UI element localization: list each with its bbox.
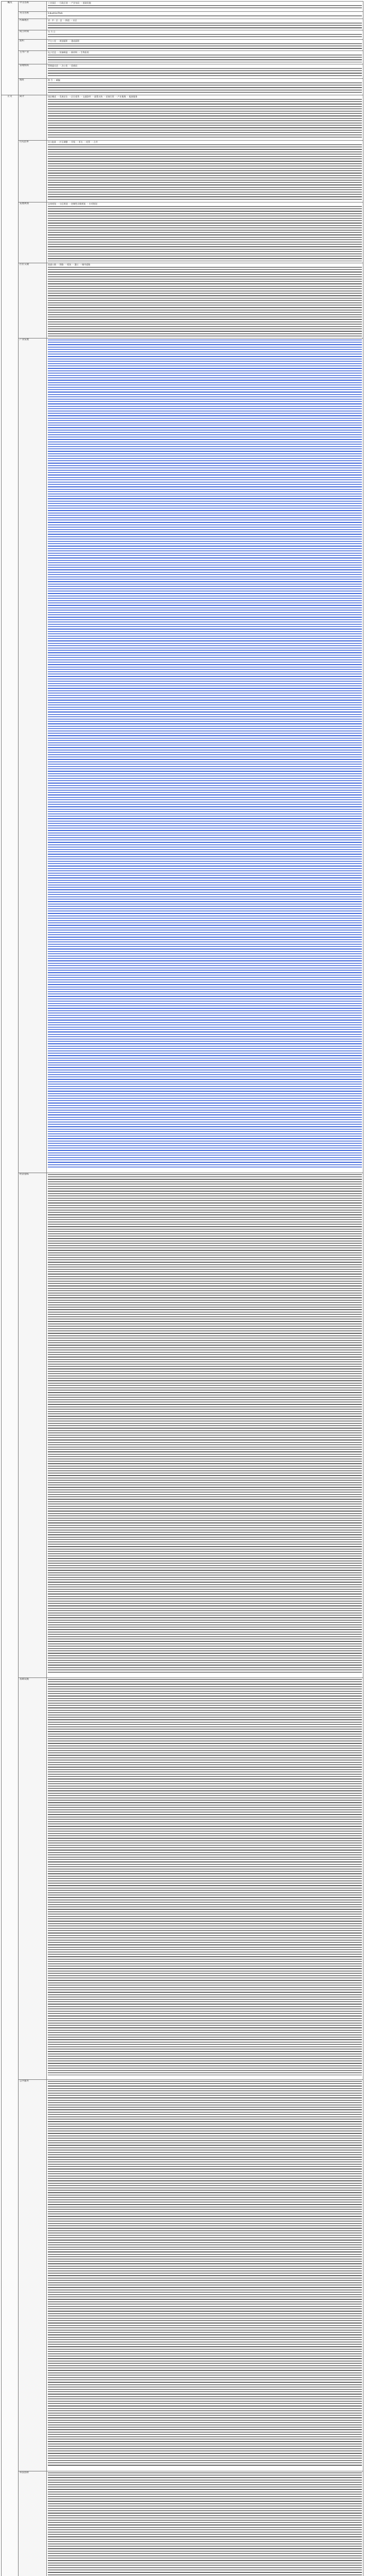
row-content: [47, 51, 363, 64]
paragraph-text-block: [48, 144, 362, 200]
doc-row: [2, 202, 363, 263]
doc-row: [2, 12, 363, 19]
row-content: [47, 2471, 363, 2576]
row-content: [47, 2, 363, 12]
row-label: 主导产业: [19, 51, 47, 64]
row-content: [47, 1678, 363, 2080]
row-text: Industrial Park: [48, 12, 63, 14]
row-text: 省 · 市 · 区 · 县 一 街道 一 社区: [48, 19, 77, 22]
paragraph-text-block: [48, 339, 362, 1168]
row-text: 高速公路 一 铁路 一 机场 一 港口 一 城市道路: [48, 263, 91, 266]
row-content: [47, 79, 363, 95]
doc-row: [2, 1173, 363, 1678]
row-text: 平方公里 一 规划面积 一 建成面积: [48, 40, 80, 42]
row-content: [47, 338, 363, 1173]
row-text: 年 月 日: [48, 30, 56, 33]
paragraph-text-block: [48, 82, 362, 93]
doc-row: [2, 95, 363, 141]
document-table: [1, 1, 363, 2576]
row-text: 电子信息 一 装备制造 一 新材料 一 生物医药: [48, 51, 89, 54]
row-label: 所属地区: [19, 19, 47, 30]
row-content: [47, 1173, 363, 1678]
paragraph-text-block: [48, 30, 362, 38]
row-content: [47, 40, 363, 51]
group-label: 正文: [2, 95, 19, 2576]
doc-row: [2, 141, 363, 202]
paragraph-text-block: [48, 5, 362, 10]
row-label: 科技创新: [19, 2471, 47, 2576]
row-label: 发展规划: [19, 202, 47, 263]
row-label: 面积: [19, 40, 47, 51]
row-label: 英文名称: [19, 12, 47, 19]
row-label: 简介: [19, 95, 47, 141]
row-label: 管理机构: [19, 64, 47, 79]
paragraph-text-block: [48, 43, 362, 49]
row-label: 区位交通: [19, 263, 47, 338]
row-content: [47, 202, 363, 263]
doc-row: [2, 79, 363, 95]
row-label: 历史沿革: [19, 141, 47, 202]
row-content: [47, 95, 363, 141]
row-label: 公共服务: [19, 2080, 47, 2471]
row-content: [47, 30, 363, 40]
paragraph-text-block: [48, 2472, 362, 2576]
group-label: 概况: [2, 2, 19, 95]
paragraph-text-block: [48, 2080, 362, 2467]
row-label: 地址: [19, 79, 47, 95]
row-content: [47, 19, 363, 30]
doc-row: [2, 1678, 363, 2080]
paragraph-text-block: [48, 15, 362, 17]
row-text: 管理委员会 一 办公室 一 招商局: [48, 64, 78, 67]
row-label: 中文名称: [19, 2, 47, 12]
doc-row: [2, 2, 363, 12]
doc-row: [2, 19, 363, 30]
doc-row: [2, 40, 363, 51]
doc-row: [2, 263, 363, 338]
paragraph-text-block: [48, 1174, 362, 1673]
row-content: [47, 2080, 363, 2471]
row-label: 产业发展: [19, 338, 47, 1173]
doc-row: [2, 64, 363, 79]
row-label: 基础设施: [19, 1678, 47, 2080]
row-content: [47, 12, 363, 19]
paragraph-text-block: [48, 206, 362, 261]
doc-row: [2, 2471, 363, 2576]
row-label: 经济指标: [19, 1173, 47, 1678]
row-content: [47, 263, 363, 338]
doc-row: [2, 338, 363, 1173]
row-text: 园区概述 一 发展定位 一 区位优势 一 交通条件 一 政策支持 一 招商引资 一 产业集聚 一 配套服务: [48, 95, 137, 98]
row-text: 工业园区 一 行政区划 一 产业布局 一 基础设施: [48, 2, 91, 4]
row-text: 总体规划 一 分区规划 一 控制性详细规划 一 专项规划: [48, 202, 97, 205]
doc-row: [2, 51, 363, 64]
doc-row: [2, 30, 363, 40]
row-label: 成立时间: [19, 30, 47, 40]
row-content: [47, 64, 363, 79]
paragraph-text-block: [48, 1679, 362, 2075]
doc-row: [2, 2080, 363, 2471]
row-text: 设立批准 一 扩区调整 一 升级 一 更名 一 托管 一 合并: [48, 141, 98, 143]
row-content: [47, 141, 363, 202]
row-text: 路 号 一 邮编: [48, 79, 60, 81]
